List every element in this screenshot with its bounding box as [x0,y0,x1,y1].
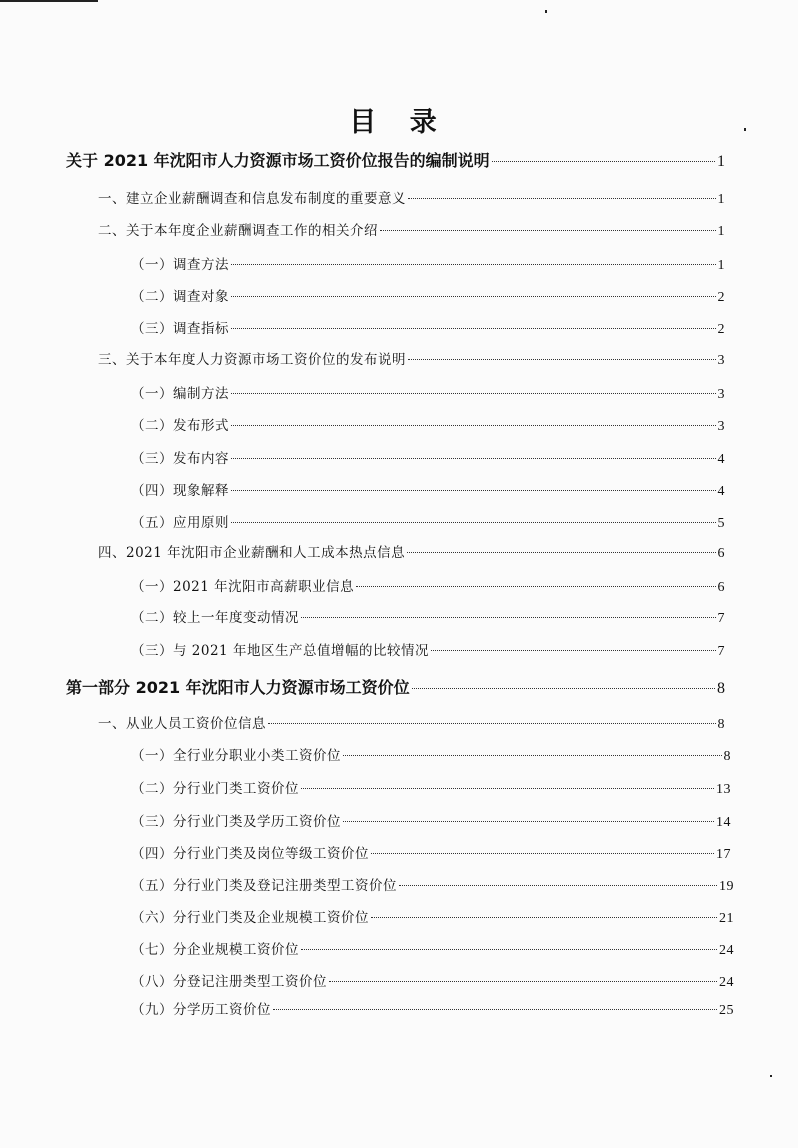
toc-entry-page: 14 [716,815,731,830]
toc-entry[interactable] [131,842,731,862]
dot-leader [231,522,716,523]
toc-entry-page: 25 [719,1003,734,1018]
toc-entry[interactable] [98,541,725,561]
dot-leader [407,552,715,553]
dot-leader [231,490,716,491]
toc-entry-page: 6 [717,546,725,561]
toc-entry-label: （一）2021 年沈阳市高薪职业信息 [131,579,355,595]
toc-entry[interactable] [66,148,725,170]
toc-entry[interactable] [131,606,725,626]
toc-entry[interactable] [131,906,734,926]
toc-entry-label: （三）发布内容 [131,451,229,467]
toc-entry-label: （四）分行业门类及岗位等级工资价位 [131,846,369,862]
toc-entry-label: 一、从业人员工资价位信息 [98,716,266,732]
dot-leader [231,425,716,426]
toc-entry[interactable] [131,447,725,467]
toc-entry-label: （八）分登记注册类型工资价位 [131,974,327,990]
page-title: 目 录 [349,107,449,138]
toc-entry-page: 8 [717,680,725,697]
toc-entry[interactable] [131,575,725,595]
toc-entry-label: （三）调查指标 [131,321,229,337]
toc-entry[interactable] [131,810,731,830]
dot-leader [356,586,715,587]
dot-leader [231,328,716,329]
toc-entry[interactable] [98,712,725,732]
toc-entry-label: （五）分行业门类及登记注册类型工资价位 [131,878,397,894]
dot-leader [231,393,716,394]
dot-leader [231,458,716,459]
dot-leader [492,161,715,162]
dot-leader [301,788,714,789]
toc-entry-label: （二）分行业门类工资价位 [131,781,299,797]
dot-leader [301,949,717,950]
toc-entry[interactable] [131,317,725,337]
toc-entry[interactable] [98,219,725,239]
toc-entry-page: 19 [719,879,734,894]
dot-leader [301,617,716,618]
toc-entry[interactable] [131,998,734,1018]
toc-entry-page: 24 [719,943,734,958]
dot-leader [343,755,722,756]
toc-entry[interactable] [131,414,725,434]
dot-leader [431,650,716,651]
toc-entry-label: （一）全行业分职业小类工资价位 [131,748,341,764]
dot-leader [231,296,716,297]
toc-entry-label: （二）调查对象 [131,289,229,305]
toc-entry-page: 4 [717,484,725,499]
toc-entry-label: （九）分学历工资价位 [131,1002,271,1018]
toc-entry[interactable] [131,874,734,894]
toc-entry-label: （二）发布形式 [131,418,229,434]
toc-entry-label: （七）分企业规模工资价位 [131,942,299,958]
dot-leader [273,1009,717,1010]
toc-entry-label: （六）分行业门类及企业规模工资价位 [131,910,369,926]
toc-entry[interactable] [131,777,731,797]
dot-leader [412,688,715,689]
toc-entry[interactable] [131,938,734,958]
toc-entry[interactable] [98,348,725,368]
toc-entry-page: 3 [717,353,725,368]
toc-entry-page: 4 [717,452,725,467]
toc-entry-page: 8 [717,717,725,732]
toc-entry[interactable] [131,744,731,764]
dot-leader [399,885,717,886]
toc-entry-page: 24 [719,975,734,990]
toc-entry-page: 6 [717,580,725,595]
dot-leader [343,821,714,822]
toc-entry-page: 5 [717,516,725,531]
toc-entry-page: 13 [716,782,731,797]
toc-entry[interactable] [131,382,725,402]
dot-leader [268,723,716,724]
toc-entry-page: 8 [723,749,731,764]
dot-leader [231,264,716,265]
dot-leader [380,230,716,231]
dot-leader [371,917,717,918]
toc-entry-label: （四）现象解释 [131,483,229,499]
toc-entry[interactable] [131,639,725,659]
toc-entry-label: （一）调查方法 [131,257,229,273]
toc-entry[interactable] [66,675,725,697]
dot-leader [371,853,714,854]
toc-entry-page: 2 [717,322,725,337]
toc-entry-page: 17 [716,847,731,862]
toc-entry[interactable] [131,253,725,273]
toc-entry-label: 一、建立企业薪酬调查和信息发布制度的重要意义 [98,191,406,207]
toc-entry-label: 关于 2021 年沈阳市人力资源市场工资价位报告的编制说明 [66,151,490,170]
toc-entry-label: （一）编制方法 [131,386,229,402]
toc-entry[interactable] [131,970,734,990]
toc-entry[interactable] [131,511,725,531]
toc-entry-label: （五）应用原则 [131,515,229,531]
toc-entry-page: 7 [717,611,725,626]
toc-entry-page: 1 [717,153,725,170]
toc-entry-label: 第一部分 2021 年沈阳市人力资源市场工资价位 [66,678,410,697]
toc-entry-page: 2 [717,290,725,305]
toc-entry-page: 1 [717,192,725,207]
toc-entry-page: 3 [717,387,725,402]
toc-entry-label: 二、关于本年度企业薪酬调查工作的相关介绍 [98,223,378,239]
dot-leader [329,981,717,982]
toc-entry-label: 四、2021 年沈阳市企业薪酬和人工成本热点信息 [98,545,406,561]
toc-entry-label: 三、关于本年度人力资源市场工资价位的发布说明 [98,352,406,368]
toc-entry-page: 21 [719,911,734,926]
toc-entry[interactable] [131,285,725,305]
toc-entry[interactable] [131,479,725,499]
dot-leader [408,198,716,199]
toc-entry-page: 1 [717,224,725,239]
toc-entry-label: （二）较上一年度变动情况 [131,610,299,626]
toc-entry-label: （三）与 2021 年地区生产总值增幅的比较情况 [131,643,429,659]
dot-leader [408,359,716,360]
toc-entry-page: 3 [717,419,725,434]
toc-entry[interactable] [98,187,725,207]
toc-entry-label: （三）分行业门类及学历工资价位 [131,814,341,830]
toc-entry-page: 7 [717,644,725,659]
toc-entry-page: 1 [717,258,725,273]
